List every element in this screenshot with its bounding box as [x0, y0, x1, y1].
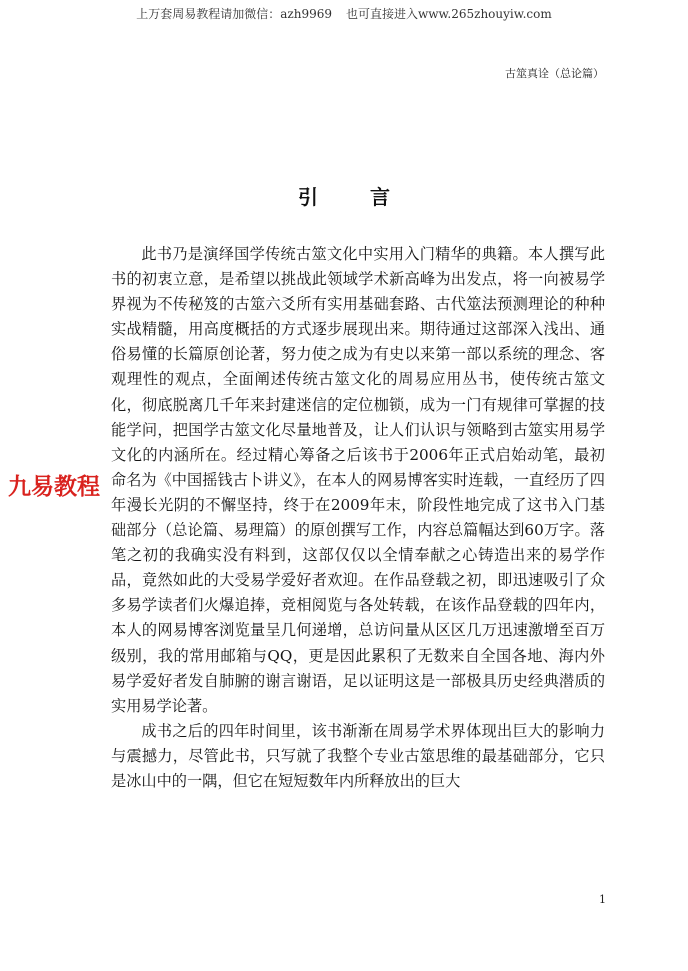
watermark-logo: 九易教程 — [8, 474, 100, 500]
paragraph: 成书之后的四年时间里，该书渐渐在周易学术界体现出巨大的影响力与震撼力，尽管此书，只写就了我整个专业古筮思维的最基础部分，它只是冰山中的一隅，但它在短短数年内所释放出的巨大 — [111, 721, 605, 790]
chapter-title: 引言 — [298, 185, 442, 209]
body-text — [111, 242, 605, 794]
promo-text: 上万套周易教程请加微信：azh9969 — [136, 7, 333, 21]
site-text: 也可直接进入www.265zhouyiw.com — [346, 7, 552, 21]
running-header: 古筮真诠（总论篇） — [505, 67, 604, 80]
paragraph: 此书乃是演绎国学传统古筮文化中实用入门精华的典籍。本人撰写此书的初衷立意，是希望以挑战此领域学术新高峰为出发点，将一向被易学界视为不传秘笈的古筮六爻所有实用基础套路、古代筮法预测理论的种种实战精髓，用高度概括的方式逐步展现出来。期待通过这部深入浅出、通俗易懂的长篇原创论著，努力使之成为有史以来第一部以系统的理念、客观理性的观点，全面阐述传统古筮文化的周易应用丛书，使传统古筮文化，彻底脱离几千年来封建迷信的定位枷锁，成为一门有规律可掌握的技能学问，把国学古筮文化尽量地普及，让人们认识与领略到古筮实用易学文化的内涵所在。经过精心筹备之后该书于2006年正式启始动笔，最初命名为《中国摇钱古卜讲义》，在本人的网易博客实时连载，一直经历了四年漫长光阴的不懈坚持，终于在2009年末，阶段性地完成了这书入门基础部分（总论篇、易理篇）的原创撰写工作，内容总篇幅达到60万字。落笔之初的我确实没有料到，这部仅仅以全情奉献之心铸造出来的易学作品，竟然如此的大受易学爱好者欢迎。在作品登载之初，即迅速吸引了众多易学读者们火爆追捧，竞相阅览与各处转载，在该作品登载的四年内，本人的网易博客浏览量呈几何递增，总访问量从区区几万迅速激增至百万级别，我的常用邮箱与QQ，更是因此累积了无数来自全国各地、海内外易学爱好者发自肺腑的谢言谢语，足以证明这是一部极具历史经典潜质的实用易学论著。 — [111, 245, 605, 715]
top-banner — [0, 6, 688, 22]
page-number: 1 — [599, 893, 606, 906]
